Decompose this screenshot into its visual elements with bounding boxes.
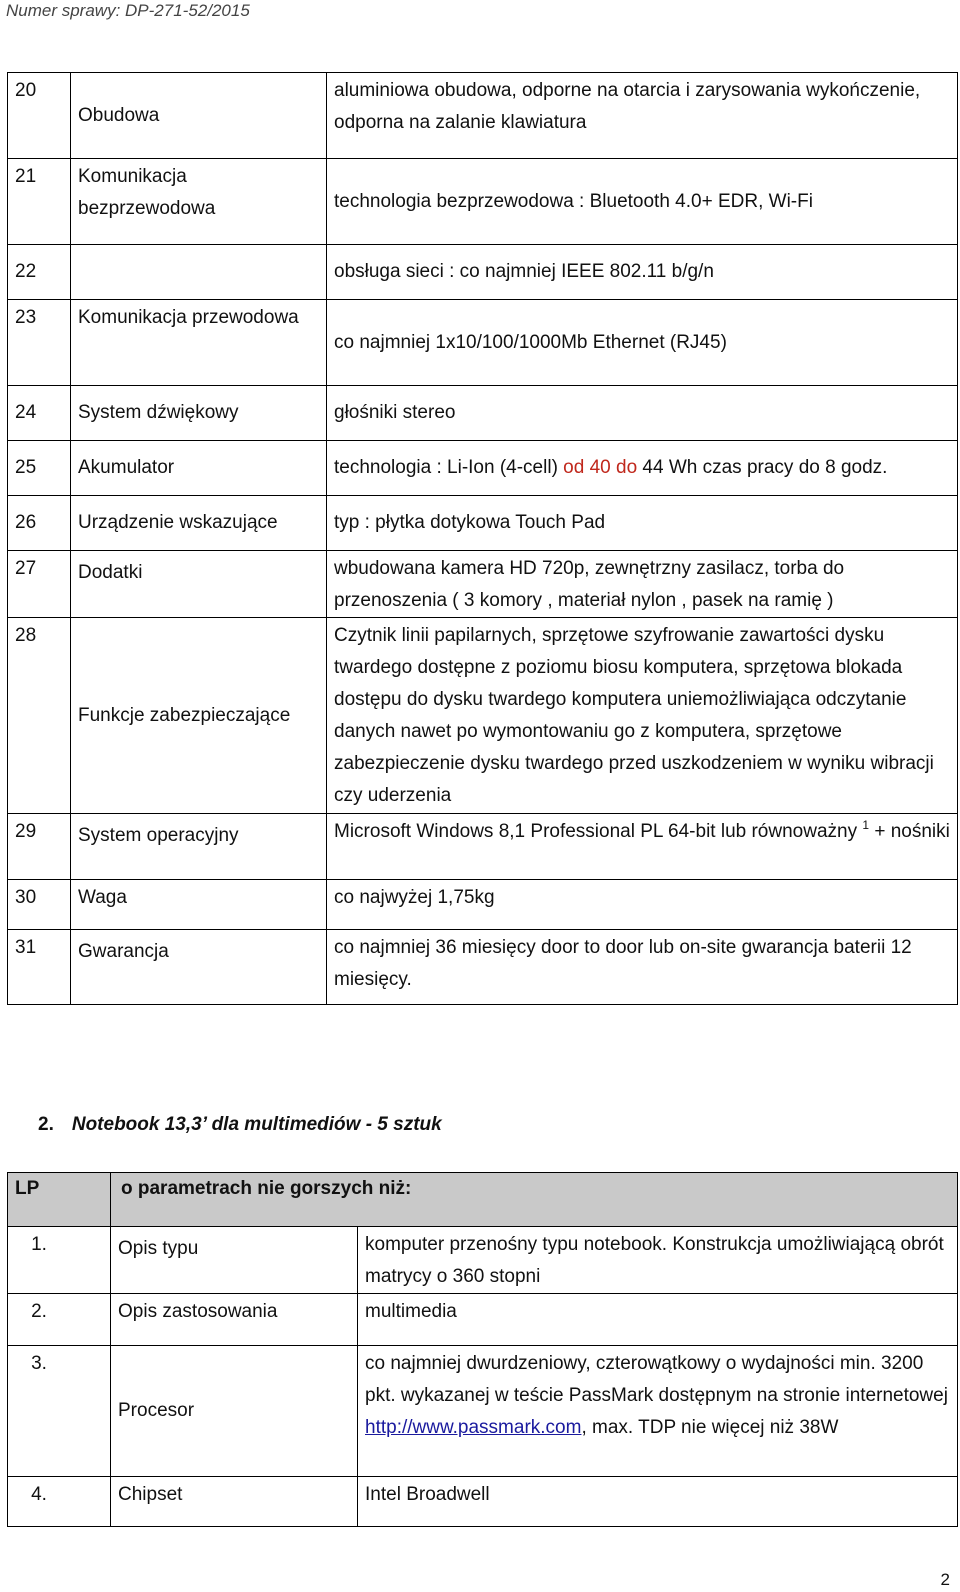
param-name: Opis typu — [111, 1227, 358, 1294]
param-desc — [358, 1346, 958, 1477]
table-row — [8, 386, 958, 441]
desc-text: 44 Wh czas pracy do 8 godz. — [637, 457, 888, 478]
row-number: 23 — [8, 300, 71, 386]
param-desc: typ : płytka dotykowa Touch Pad — [327, 496, 958, 551]
param-name: Urządzenie wskazujące — [71, 496, 327, 551]
row-number: 26 — [8, 496, 71, 551]
desc-text: + nośniki — [869, 821, 950, 842]
table-row — [8, 814, 958, 880]
param-name: Obudowa — [71, 73, 327, 159]
param-name: Opis zastosowania — [111, 1294, 358, 1346]
section-number: 2. — [38, 1114, 54, 1135]
desc-text: Microsoft Windows 8,1 Professional PL 64-bit lub równoważny — [334, 821, 863, 842]
table-row — [8, 1294, 958, 1346]
param-name: System operacyjny — [71, 814, 327, 880]
param-name: Dodatki — [71, 551, 327, 618]
row-number: 2. — [8, 1294, 111, 1346]
param-desc: Czytnik linii papilarnych, sprzętowe szyfrowanie zawartości dysku twardego dostępne z poziomu biosu komputera, sprzętowa blokada dostępu do dysku twardego komputera uniemożliwiająca odczytanie danych nawet po wymontowaniu go z komputera, sprzętowe zabezpieczenie dysku twardego przed uszkodzeniem w wyniku wibracji czy uderzenia — [327, 618, 958, 814]
param-name: Waga — [71, 880, 327, 930]
table-row — [8, 1477, 958, 1527]
row-number: 22 — [8, 245, 71, 300]
table-row — [8, 73, 958, 159]
row-number: 4. — [8, 1477, 111, 1527]
param-name: Komunikacja przewodowa — [71, 300, 327, 386]
param-desc: komputer przenośny typu notebook. Konstrukcja umożliwiającą obrót matrycy o 360 stopni — [358, 1227, 958, 1294]
param-name: Procesor — [111, 1346, 358, 1477]
param-desc: obsługa sieci : co najmniej IEEE 802.11 b/g/n — [327, 245, 958, 300]
param-name: Akumulator — [71, 441, 327, 496]
row-number: 20 — [8, 73, 71, 159]
table-row — [8, 618, 958, 814]
section-heading — [38, 1114, 442, 1136]
table-row — [8, 1227, 958, 1294]
row-number: 28 — [8, 618, 71, 814]
header-params: o parametrach nie gorszych niż: — [111, 1173, 958, 1227]
param-desc: technologia bezprzewodowa : Bluetooth 4.0+ EDR, Wi-Fi — [327, 159, 958, 245]
case-number-header: Numer sprawy: DP-271-52/2015 — [6, 1, 250, 20]
section-title: Notebook 13,3’ dla multimediów - 5 sztuk — [71, 1114, 442, 1135]
desc-text: technologia : Li-Ion (4-cell) — [334, 457, 564, 478]
param-name: System dźwiękowy — [71, 386, 327, 441]
row-number: 21 — [8, 159, 71, 245]
highlighted-text: od 40 do — [563, 457, 638, 478]
row-number: 3. — [8, 1346, 111, 1477]
row-number: 30 — [8, 880, 71, 930]
param-desc: multimedia — [358, 1294, 958, 1346]
param-desc: co najmniej 36 miesięcy door to door lub on-site gwarancja baterii 12 miesięcy. — [327, 930, 958, 1005]
param-desc: co najmniej 1x10/100/1000Mb Ethernet (RJ45) — [327, 300, 958, 386]
param-desc — [327, 814, 958, 880]
row-number: 27 — [8, 551, 71, 618]
table-row — [8, 1346, 958, 1477]
row-number: 25 — [8, 441, 71, 496]
param-desc: aluminiowa obudowa, odporne na otarcia i zarysowania wykończenie, odporna na zalanie klawiatura — [327, 73, 958, 159]
param-name: Komunikacja bezprzewodowa — [71, 159, 327, 245]
table-row — [8, 880, 958, 930]
param-name: Chipset — [111, 1477, 358, 1527]
page-number: 2 — [940, 1570, 950, 1589]
table-row — [8, 245, 958, 300]
table-row — [8, 930, 958, 1005]
row-number: 1. — [8, 1227, 111, 1294]
desc-text: , max. TDP nie więcej niż 38W — [581, 1417, 839, 1438]
table-row — [8, 551, 958, 618]
table-row — [8, 496, 958, 551]
param-name: Funkcje zabezpieczające — [71, 618, 327, 814]
table-header-row — [8, 1173, 958, 1227]
table-row — [8, 300, 958, 386]
param-desc — [327, 441, 958, 496]
param-desc: głośniki stereo — [327, 386, 958, 441]
table-row — [8, 159, 958, 245]
desc-text: co najmniej dwurdzeniowy, czterowątkowy o wydajności min. 3200 pkt. wykazanej w teście PassMark dostępnym na stronie internetowej — [365, 1353, 948, 1406]
param-desc: wbudowana kamera HD 720p, zewnętrzny zasilacz, torba do przenoszenia ( 3 komory , materiał nylon , pasek na ramię ) — [327, 551, 958, 618]
row-number: 31 — [8, 930, 71, 1005]
footnote-marker: 1 — [862, 818, 870, 832]
spec-table-2 — [7, 1172, 958, 1527]
param-desc: Intel Broadwell — [358, 1477, 958, 1527]
header-lp: LP — [8, 1173, 111, 1227]
param-name — [71, 245, 327, 300]
param-desc: co najwyżej 1,75kg — [327, 880, 958, 930]
row-number: 24 — [8, 386, 71, 441]
param-name: Gwarancja — [71, 930, 327, 1005]
table-row — [8, 441, 958, 496]
row-number: 29 — [8, 814, 71, 880]
spec-table-1 — [7, 72, 958, 1005]
passmark-link[interactable]: http://www.passmark.com — [365, 1417, 582, 1438]
